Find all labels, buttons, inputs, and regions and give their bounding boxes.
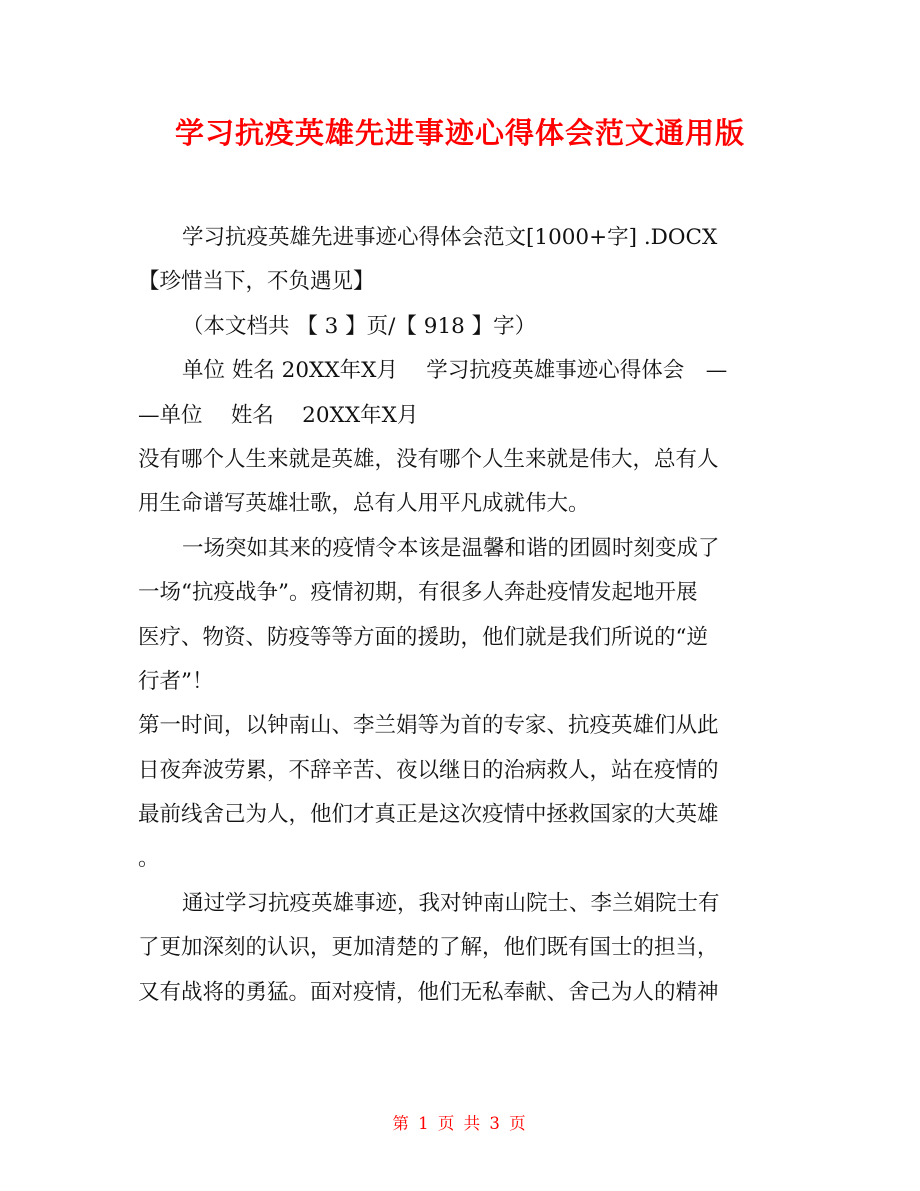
text-line: —单位 姓名 20XX年X月	[138, 402, 419, 428]
text-line: 一场突如其来的疫情令本该是温馨和谐的团圆时刻变成了	[182, 535, 720, 561]
text-line: 单位 姓名 20XX年X月 学习抗疫英雄事迹心得体会 —	[182, 358, 728, 384]
text-line: 通过学习抗疫英雄事迹，我对钟南山院士、李兰娟院士有	[182, 890, 720, 916]
text-line: 行者”！	[138, 668, 214, 694]
document-title: 学习抗疫英雄先进事迹心得体会范文通用版	[174, 116, 745, 150]
text-line: 没有哪个人生来就是英雄，没有哪个人生来就是伟大，总有人	[138, 446, 719, 472]
text-line: 了更加深刻的认识，更加清楚的了解，他们既有国士的担当，	[138, 935, 719, 961]
text-line: 又有战将的勇猛。面对疫情，他们无私奉献、舍己为人的精神	[138, 979, 719, 1005]
text-line: 学习抗疫英雄先进事迹心得体会范文[1000+字] .DOCX	[182, 225, 718, 250]
text-line: 用生命谱写英雄壮歌，总有人用平凡成就伟大。	[138, 491, 590, 517]
text-line: 【珍惜当下，不负遇见】	[138, 269, 375, 295]
text-line: 日夜奔波劳累，不辞辛苦、夜以继日的治病救人，站在疫情的	[138, 757, 719, 783]
document-body	[138, 216, 788, 1015]
text-line: 最前线舍己为人，他们才真正是这次疫情中拯救国家的大英雄	[138, 802, 719, 828]
text-line: 一场“抗疫战争”。疫情初期，有很多人奔赴疫情发起地开展	[138, 580, 698, 606]
text-line: 第一时间，以钟南山、李兰娟等为首的专家、抗疫英雄们从此	[138, 713, 719, 739]
text-line: 医疗、物资、防疫等等方面的援助，他们就是我们所说的“逆	[138, 624, 708, 650]
page-footer: 第 1 页 共 3 页	[392, 1114, 528, 1133]
text-line: （本文档共 【 3 】页/【 918 】字）	[182, 313, 537, 339]
text-line: 。	[138, 846, 160, 872]
